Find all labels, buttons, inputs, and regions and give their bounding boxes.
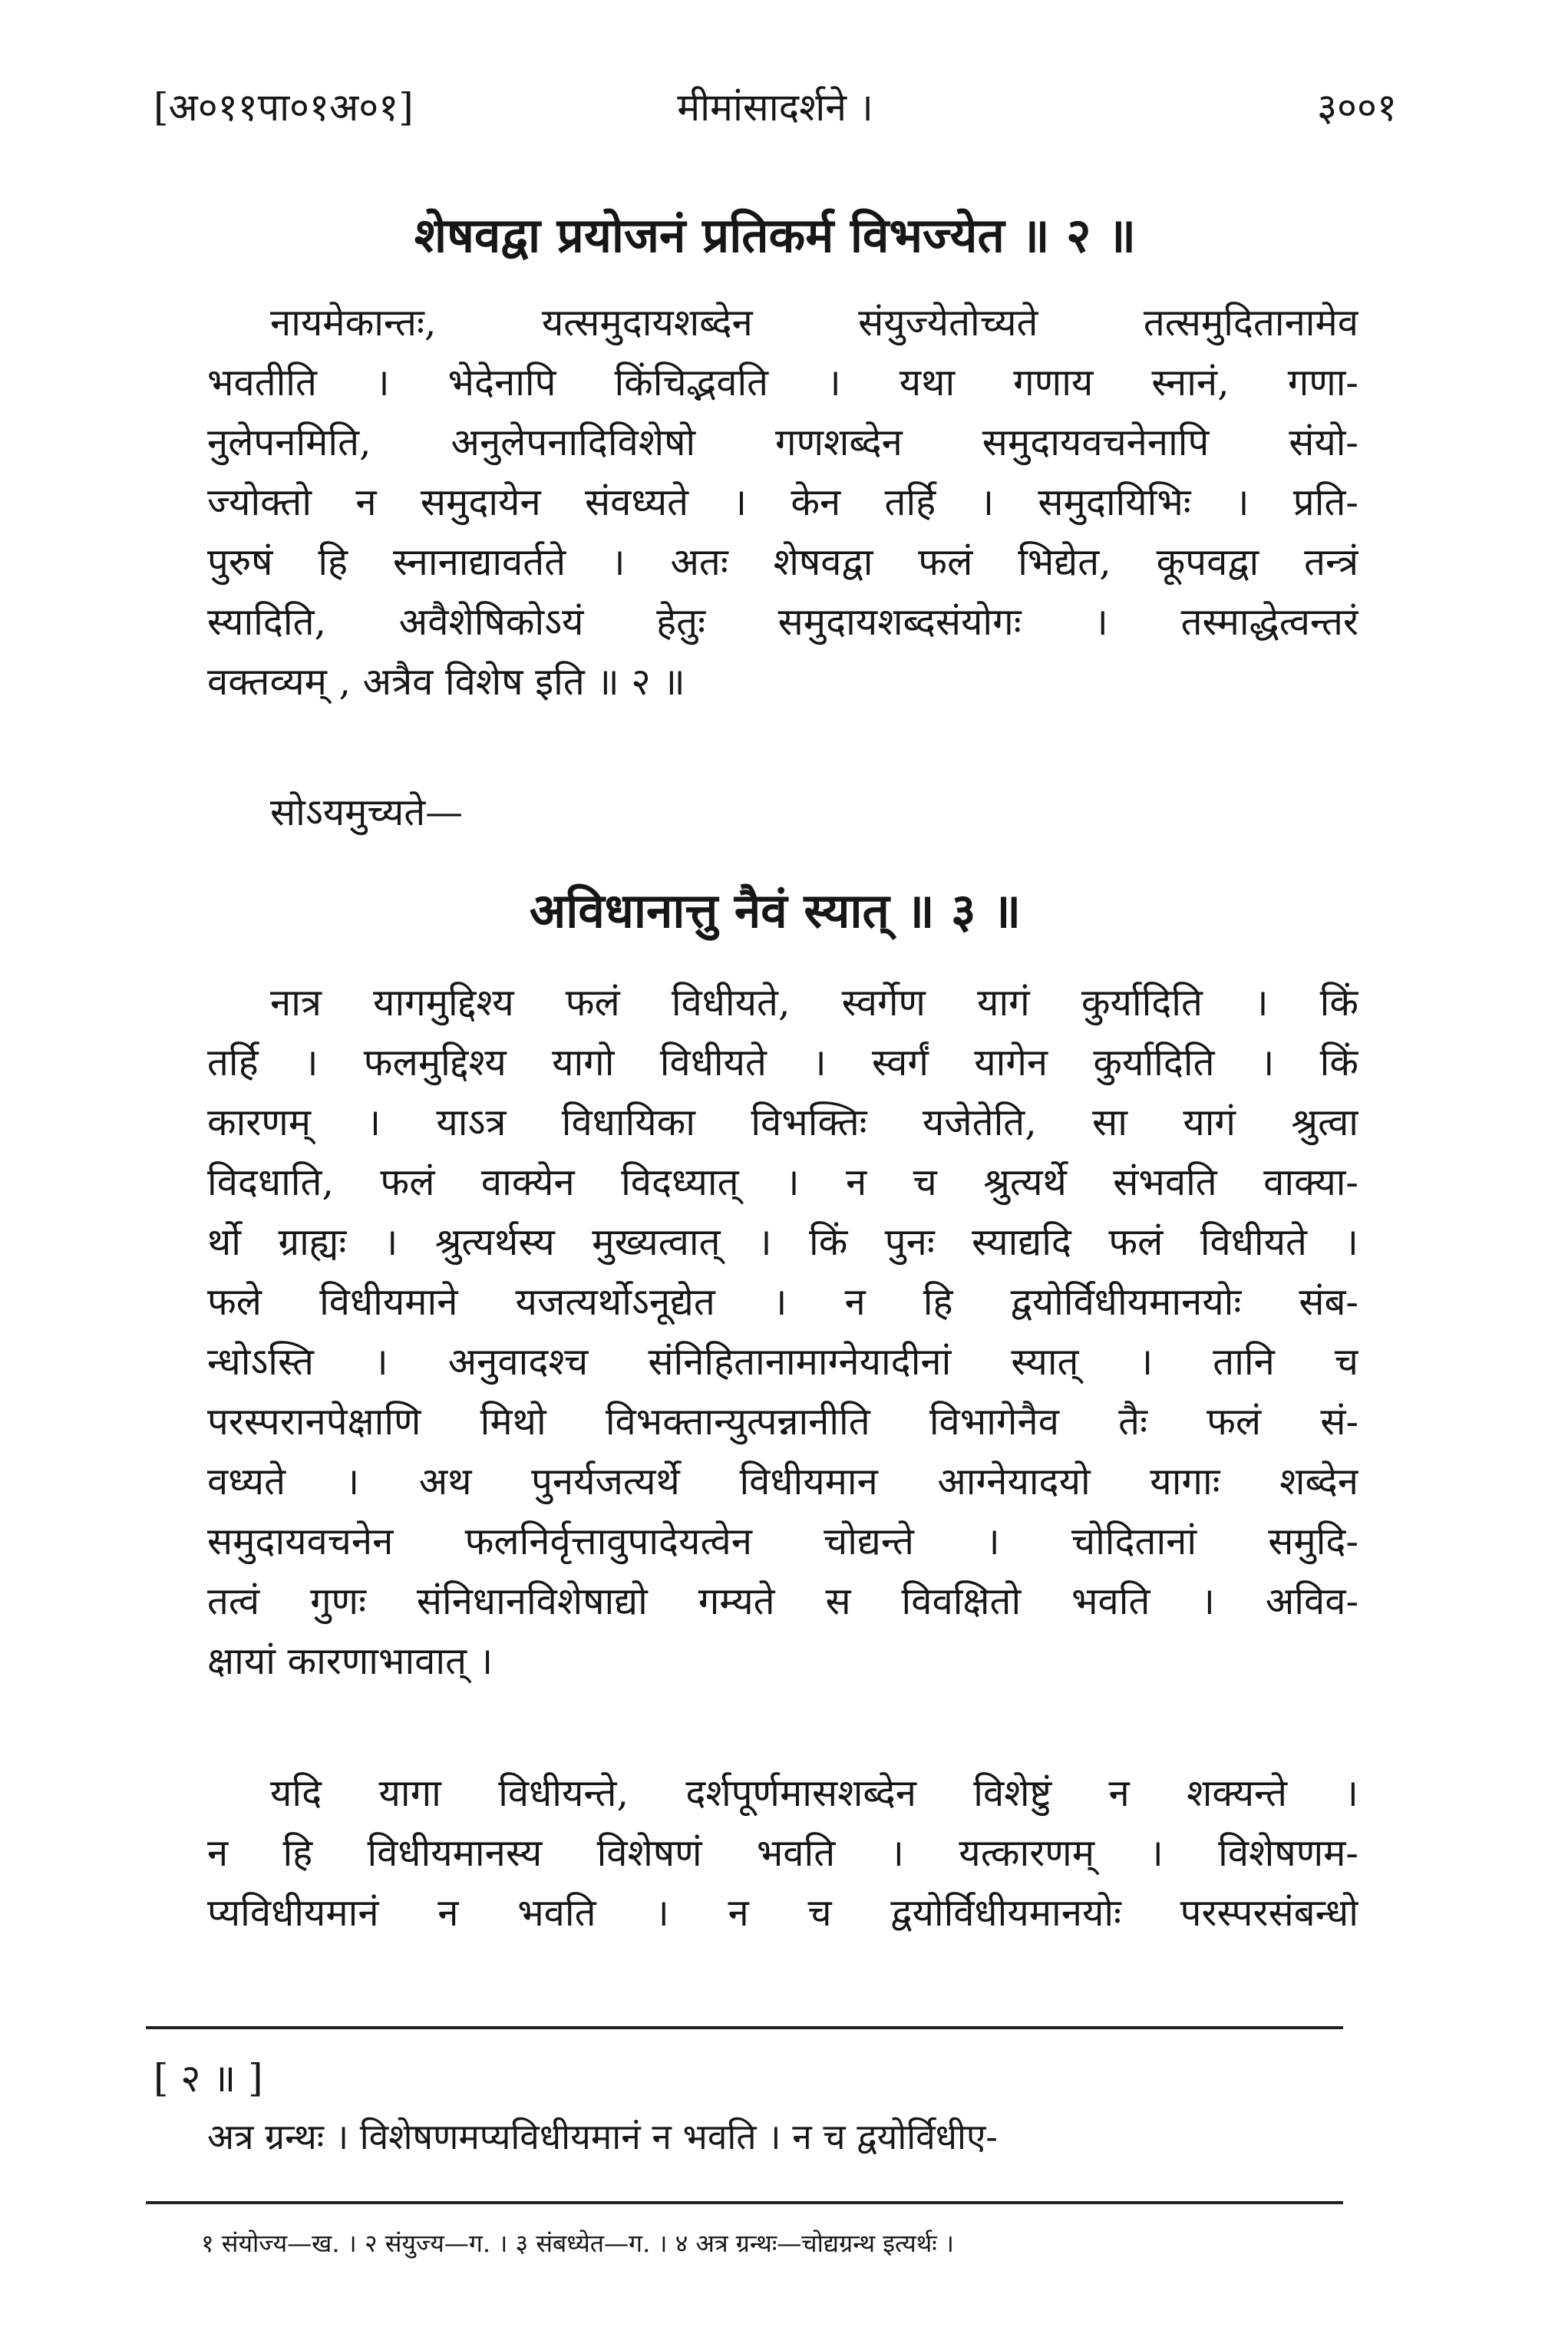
paragraph-line: नात्र यागमुद्दिश्य फलं विधीयते, स्वर्गेण यागं कुर्यादिति । किं	[270, 981, 1358, 1025]
paragraph-line: यदि यागा विधीयन्ते, दर्शपूर्णमासशब्देन विशेष्टुं न शक्यन्ते ।	[270, 1771, 1358, 1815]
page-number: ३००१	[1317, 85, 1397, 130]
commentary-paragraph-3	[207, 1764, 1358, 1943]
paragraph-line: तर्हि । फलमुद्दिश्य यागो विधीयते । स्वर्गं यागेन कुर्यादिति । किं	[207, 1041, 1358, 1084]
note-divider	[146, 2026, 1343, 2029]
paragraph-line: स्यादिति, अवैशेषिकोऽयं हेतुः समुदायशब्दसंयोगः । तस्माद्धेत्वन्तरं	[207, 600, 1358, 644]
paragraph-line: वक्तव्यम् , अत्रैव विशेष इति ॥ २ ॥	[207, 660, 685, 704]
paragraph-line: कारणम् । याऽत्र विधायिका विभक्तिः यजेतेति, सा यागं श्रुत्वा	[207, 1101, 1358, 1144]
paragraph-line: वध्यते । अथ पुनर्यजत्यर्थे विधीयमान आग्नेयादयो यागाः शब्देन	[207, 1460, 1358, 1503]
paragraph-line: नुलेपनमिति, अनुलेपनादिविशेषो गणशब्देन समुदायवचनेनापि संयो-	[207, 421, 1358, 464]
paragraph-line: न हि विधीयमानस्य विशेषणं भवति । यत्कारणम् । विशेषणम-	[207, 1831, 1358, 1875]
paragraph-line: परस्परानपेक्षाणि मिथो विभक्तान्युत्पन्नानीति विभागेनैव तैः फलं सं-	[207, 1400, 1358, 1444]
paragraph-line: न्धोऽस्ति । अनुवादश्च संनिहितानामाग्नेयादीनां स्यात् । तानि च	[207, 1340, 1358, 1384]
paragraph-line: समुदायवचनेन फलनिर्वृत्तावुपादेयत्वेन चोद्यन्ते । चोदितानां समुदि-	[207, 1520, 1358, 1563]
commentary-paragraph-1	[207, 293, 1358, 712]
paragraph-line: क्षायां कारणाभावात् ।	[207, 1639, 494, 1683]
paragraph-line: भवतीति । भेदेनापि किंचिद्भवति । यथा गणाय स्नानं, गणा-	[207, 361, 1358, 404]
chapter-reference: [अ०११पा०१अ०१]	[153, 85, 414, 130]
sutra-heading-2: शेषवद्वा प्रयोजनं प्रतिकर्म विभज्येत ॥ २ ॥	[414, 207, 1137, 263]
paragraph-line: प्यविधीयमानं न भवति । न च द्वयोर्विधीयमानयोः परस्परसंबन्धो	[207, 1891, 1358, 1935]
paragraph-line: पुरुषं हि स्नानाद्यावर्तते । अतः शेषवद्वा फलं भिद्येत, कूपवद्वा तन्त्रं	[207, 540, 1358, 584]
sutra-introduction: सोऽयमुच्यते—	[270, 791, 464, 834]
page-header	[153, 77, 1397, 138]
paragraph-line: तत्वं गुणः संनिधानविशेषाद्यो गम्यते स विवक्षितो भवति । अविव-	[207, 1579, 1358, 1623]
paragraph-line: फले विधीयमाने यजत्यर्थोऽनूद्येत । न हि द्वयोर्विधीयमानयोः संब-	[207, 1280, 1358, 1324]
note-text: अत्र ग्रन्थः । विशेषणमप्यविधीयमानं न भवति । न च द्वयोर्विधीए-	[207, 2116, 998, 2157]
paragraph-line: ज्योक्तो न समुदायेन संवध्यते । केन तर्हि । समुदायिभिः । प्रति-	[207, 480, 1358, 524]
sutra-heading-3: अविधानात्तु नैवं स्यात् ॥ ३ ॥	[529, 883, 1022, 939]
commentary-paragraph-2	[207, 973, 1358, 1692]
running-title: मीमांसादर्शने ।	[677, 85, 873, 130]
paragraph-line: नायमेकान्तः, यत्समुदायशब्देन संयुज्येतोच्यते तत्समुदितानामेव	[270, 301, 1358, 345]
paragraph-line: विदधाति, फलं वाक्येन विदध्यात् । न च श्रुत्यर्थे संभवति वाक्या-	[207, 1160, 1358, 1204]
note-heading: [ २ ॥ ]	[153, 2056, 263, 2101]
footnotes: १ संयोज्य—ख. । २ संयुज्य—ग. । ३ संबध्येत—ग. । ४ अत्र ग्रन्थः—चोद्यग्रन्थ इत्यर्थः ।	[201, 2229, 955, 2258]
footnote-divider	[146, 2201, 1343, 2204]
paragraph-line: र्थो ग्राह्यः । श्रुत्यर्थस्य मुख्यत्वात् । किं पुनः स्याद्यदि फलं विधीयते ।	[207, 1220, 1358, 1264]
